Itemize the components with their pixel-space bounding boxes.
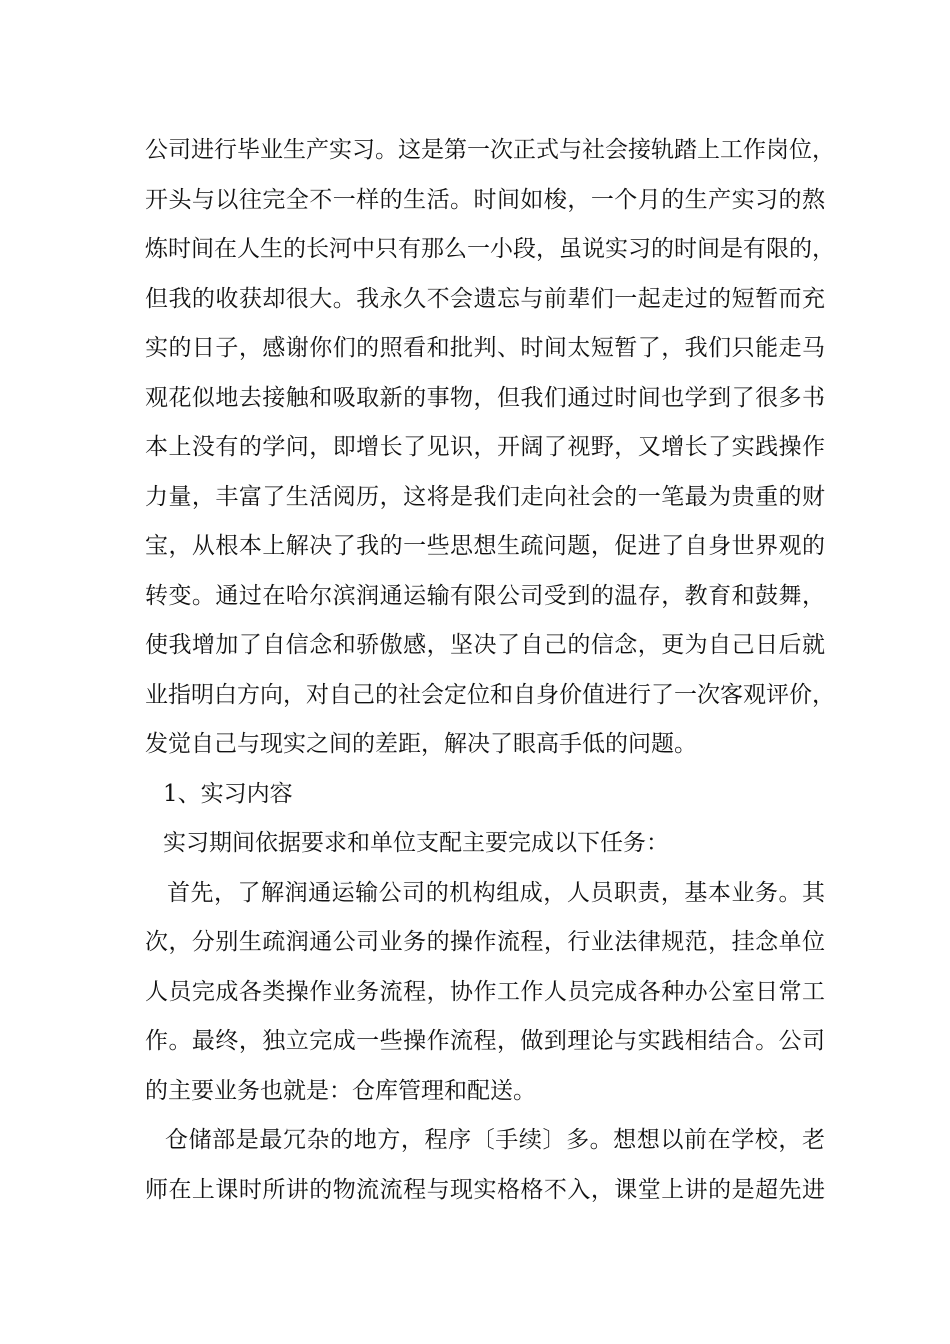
text-line: 力量，丰富了生活阅历，这将是我们走向社会的一笔最为贵重的财 — [145, 483, 825, 510]
text-line: 转变。通过在哈尔滨润通运输有限公司受到的温存，教育和鼓舞， — [145, 582, 825, 609]
text-line: 本上没有的学问，即增长了见识，开阔了视野，又增长了实践操作 — [145, 434, 825, 460]
text-line: 炼时间在人生的长河中只有那么一小段，虽说实习的时间是有限的， — [145, 236, 835, 262]
text-line: 使我增加了自信念和骄傲感，坚决了自己的信念，更为自己日后就 — [145, 632, 825, 658]
text-line: 业指明白方向，对自己的社会定位和自身价值进行了一次客观评价， — [145, 681, 835, 708]
text-line: 师在上课时所讲的物流流程与现实格格不入，课堂上讲的是超先进 — [145, 1176, 825, 1203]
text-line: 的主要业务也就是：仓库管理和配送。 — [145, 1077, 536, 1104]
text-line: 实的日子，感谢你们的照看和批判、时间太短暂了，我们只能走马 — [145, 335, 825, 361]
text-line: 宝，从根本上解决了我的一些思想生疏问题，促进了自身世界观的 — [145, 533, 825, 559]
text-line: 实习期间依据要求和单位支配主要完成以下任务： — [163, 830, 669, 856]
text-line: 开头与以往完全不一样的生活。时间如梭，一个月的生产实习的熬 — [145, 186, 825, 213]
text-line: 观花似地去接触和吸取新的事物，但我们通过时间也学到了很多书 — [145, 384, 825, 411]
section-heading: 1、实习内容 — [163, 780, 293, 807]
text-line: 但我的收获却很大。我永久不会遗忘与前辈们一起走过的短暂而充 — [145, 285, 825, 312]
text-line: 次，分别生疏润通公司业务的操作流程，行业法律规范，挂念单位 — [145, 929, 825, 955]
text-line: 仓储部是最冗杂的地方，程序〔手续〕多。想想以前在学校，老 — [165, 1127, 825, 1153]
text-line: 人员完成各类操作业务流程，协作工作人员完成各种办公室日常工 — [145, 978, 825, 1005]
document-body — [145, 126, 835, 1215]
text-line: 作。最终，独立完成一些操作流程，做到理论与实践相结合。公司 — [145, 1028, 825, 1054]
text-line: 公司进行毕业生产实习。这是第一次正式与社会接轨踏上工作岗位， — [145, 137, 835, 163]
text-line: 首先，了解润通运输公司的机构组成，人员职责，基本业务。其 — [167, 879, 825, 906]
text-line: 发觉自己与现实之间的差距，解决了眼高手低的问题。 — [145, 731, 697, 757]
